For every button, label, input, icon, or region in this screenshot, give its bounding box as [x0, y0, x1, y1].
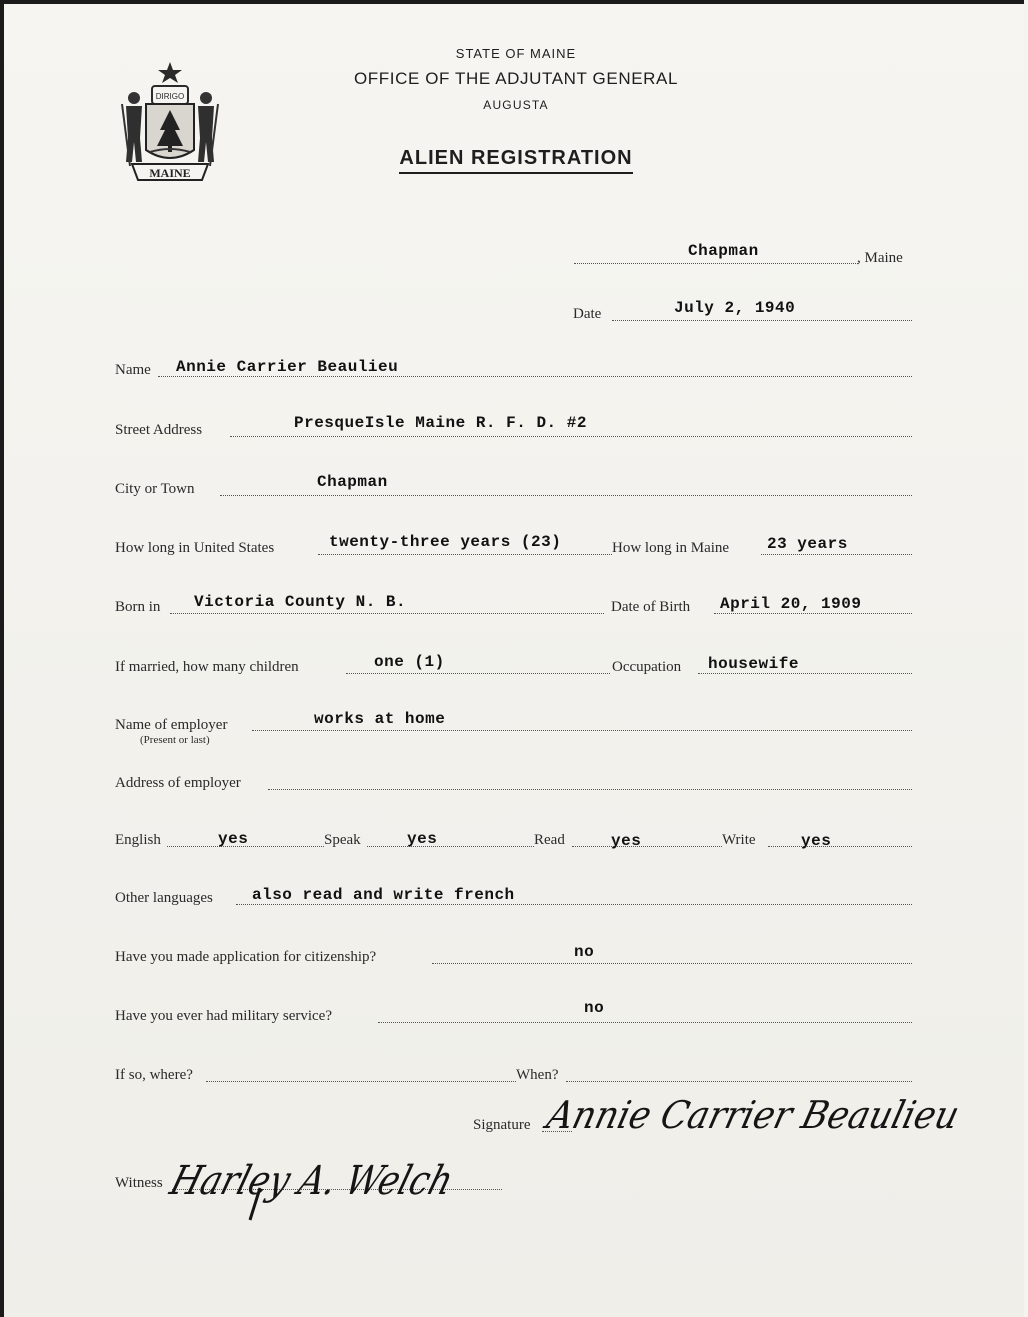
- street-label: Street Address: [115, 422, 203, 438]
- date-label: Date: [573, 306, 602, 322]
- speak-value: yes: [407, 830, 438, 848]
- other-languages-value: also read and write french: [252, 886, 515, 904]
- other-languages-line: [236, 904, 912, 905]
- place-line: [574, 263, 858, 264]
- city-town-value: Chapman: [317, 473, 388, 491]
- military-line: [378, 1022, 912, 1023]
- seal-banner-text: MAINE: [149, 166, 191, 180]
- citizenship-value: no: [574, 943, 595, 961]
- birth-date-line: [714, 613, 912, 614]
- city-town-line: [220, 495, 912, 496]
- if-so-where-label: If so, where?: [115, 1067, 193, 1083]
- when-line: [566, 1081, 912, 1082]
- signature-label: Signature: [473, 1117, 531, 1133]
- header-state: STATE OF MAINE: [455, 46, 577, 61]
- when-label: When?: [516, 1067, 559, 1083]
- header-city: AUGUSTA: [483, 98, 549, 112]
- street-value: PresqueIsle Maine R. F. D. #2: [294, 414, 587, 432]
- name-label: Name: [115, 362, 151, 378]
- how-long-maine-line: [761, 554, 912, 555]
- how-long-us-line: [318, 554, 612, 555]
- born-value: Victoria County N. B.: [194, 593, 407, 611]
- children-value: one (1): [374, 653, 445, 671]
- name-value: Annie Carrier Beaulieu: [176, 358, 399, 376]
- employer-sublabel: (Present or last): [140, 734, 210, 746]
- header-office: OFFICE OF THE ADJUTANT GENERAL: [353, 69, 679, 88]
- witness-value: Harley A. Welch: [165, 1156, 505, 1204]
- born-label: Born in: [115, 599, 161, 615]
- speak-line: [367, 846, 534, 847]
- date-value: July 2, 1940: [674, 299, 796, 317]
- english-value: yes: [218, 830, 249, 848]
- employer-address-line: [268, 789, 912, 790]
- read-value: yes: [611, 832, 642, 850]
- signature-value: Annie Carrier Beaulieu: [542, 1093, 999, 1138]
- employer-label: Name of employer: [115, 717, 228, 733]
- how-long-maine-label: How long in Maine: [612, 540, 730, 556]
- birth-date-value: April 20, 1909: [720, 595, 862, 613]
- citizenship-line: [432, 963, 912, 964]
- read-label: Read: [534, 832, 565, 848]
- occupation-line: [698, 673, 912, 674]
- place-suffix: , Maine: [857, 250, 903, 266]
- write-value: yes: [801, 832, 832, 850]
- witness-label: Witness: [115, 1175, 163, 1191]
- military-label: Have you ever had military service?: [115, 1008, 332, 1024]
- children-line: [346, 673, 610, 674]
- seal-motto: DIRIGO: [155, 92, 185, 101]
- children-label: If married, how many children: [115, 659, 299, 675]
- write-line: [768, 846, 912, 847]
- how-long-us-value: twenty-three years (23): [329, 533, 562, 551]
- name-line: [158, 376, 912, 377]
- employer-line: [252, 730, 912, 731]
- employer-value: works at home: [314, 710, 446, 728]
- if-so-where-line: [206, 1081, 516, 1082]
- born-line: [170, 613, 604, 614]
- street-line: [230, 436, 912, 437]
- other-languages-label: Other languages: [115, 890, 213, 906]
- read-line: [572, 846, 722, 847]
- citizenship-label: Have you made application for citizenship?: [115, 949, 377, 965]
- employer-address-label: Address of employer: [115, 775, 241, 791]
- how-long-maine-value: 23 years: [767, 535, 848, 553]
- city-town-label: City or Town: [115, 481, 195, 497]
- signature-handwriting: [542, 1084, 999, 1144]
- how-long-us-label: How long in United States: [115, 540, 275, 556]
- english-label: English: [115, 832, 161, 848]
- occupation-label: Occupation: [612, 659, 682, 675]
- military-value: no: [584, 999, 605, 1017]
- date-line: [612, 320, 912, 321]
- write-label: Write: [722, 832, 756, 848]
- speak-label: Speak: [324, 832, 361, 848]
- place-value: Chapman: [688, 242, 759, 260]
- witness-handwriting: [164, 1138, 505, 1222]
- birth-date-label: Date of Birth: [611, 599, 691, 615]
- form-title: ALIEN REGISTRATION: [399, 147, 632, 174]
- occupation-value: housewife: [708, 655, 799, 673]
